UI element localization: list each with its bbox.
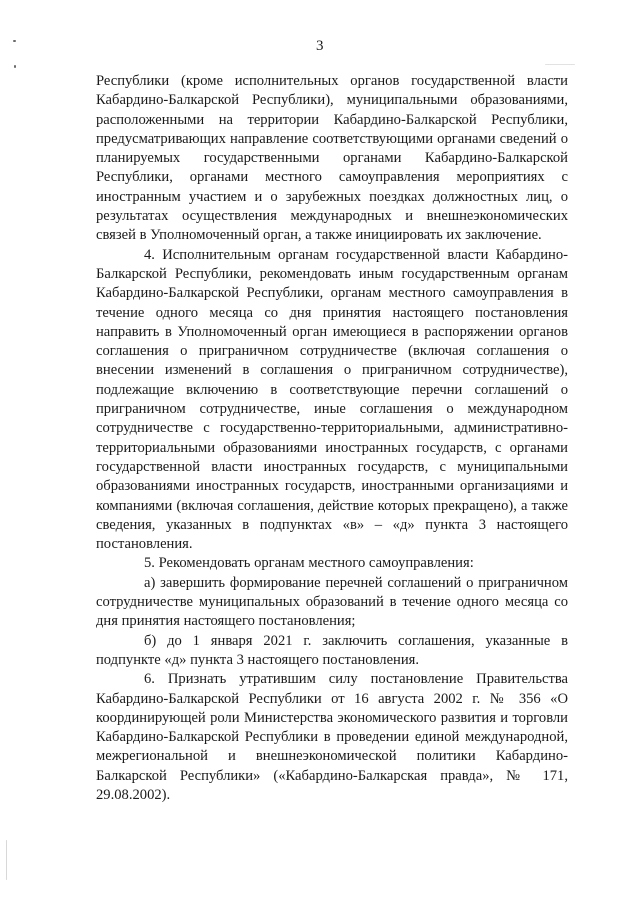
scan-artifact (14, 65, 16, 68)
paragraph-item-5a: а) завершить формирование перечней соглашений о приграничном сотрудничестве муниципальных образований в течение одного месяца со дня принятия настоящего постановления; (96, 574, 568, 630)
paragraph-continuation: Республики (кроме исполнительных органов государственной власти Кабардино-Балкарской Республики), муниципальными образованиями, расположенными на территории Кабардино-Балкарской Республики, предусматривающих направление соответствующими органами сведений о планируемых государственными органами Кабардино-Балкарской Республики, органами местного самоуправления мероприятиях с иностранным участием и о зарубежных поездках должностных лиц, о результатах осуществления международных и внешнеэкономических связей в Уполномоченный орган, а также инициировать их заключение. (96, 73, 568, 244)
paragraph-item-5b: б) до 1 января 2021 г. заключить соглашения, указанные в подпункте «д» пункта 3 настоящего постановления. (96, 632, 568, 668)
scan-artifact (545, 64, 575, 65)
paragraph-item-5: 5. Рекомендовать органам местного самоуправления: (144, 555, 474, 572)
scan-artifact (6, 840, 7, 880)
page-number: 3 (316, 38, 324, 54)
paragraph-item-6: 6. Признать утратившим силу постановление Правительства Кабардино-Балкарской Республики от 16 августа 2002 г. № 356 «О координирующей роли Министерства экономического развития и торговли Кабардино-Балкарской Республики в проведении единой международной, межрегиональной и внешнеэкономической политики Кабардино-Балкарской Республики» («Кабардино-Балкарская правда», № 171, 29.08.2002). (96, 671, 568, 803)
paragraph-item-4: 4. Исполнительным органам государственной власти Кабардино-Балкарской Республики, рекомендовать иным государственным органам Кабардино-Балкарской Республики, органам местного самоуправления в течение одного месяца со дня принятия настоящего постановления направить в Уполномоченный орган имеющиеся в распоряжении органов соглашения о приграничном сотрудничестве (включая соглашения о внесении изменений в соглашения о приграничном сотрудничестве), подлежащие включению в соответствующие перечни соглашений о приграничном сотрудничестве, иные соглашения о международном сотрудничестве с государственно-территориальными, административно-территориальными образованиями иностранных государств, с органами государственной власти иностранных государств, с муниципальными образованиями иностранных государств, иностранными организациями и компаниями (включая соглашения, действие которых прекращено), а также сведения, указанных в подпунктах «в» – «д» пункта 3 настоящего постановления. (96, 246, 568, 553)
document-body (96, 72, 568, 805)
